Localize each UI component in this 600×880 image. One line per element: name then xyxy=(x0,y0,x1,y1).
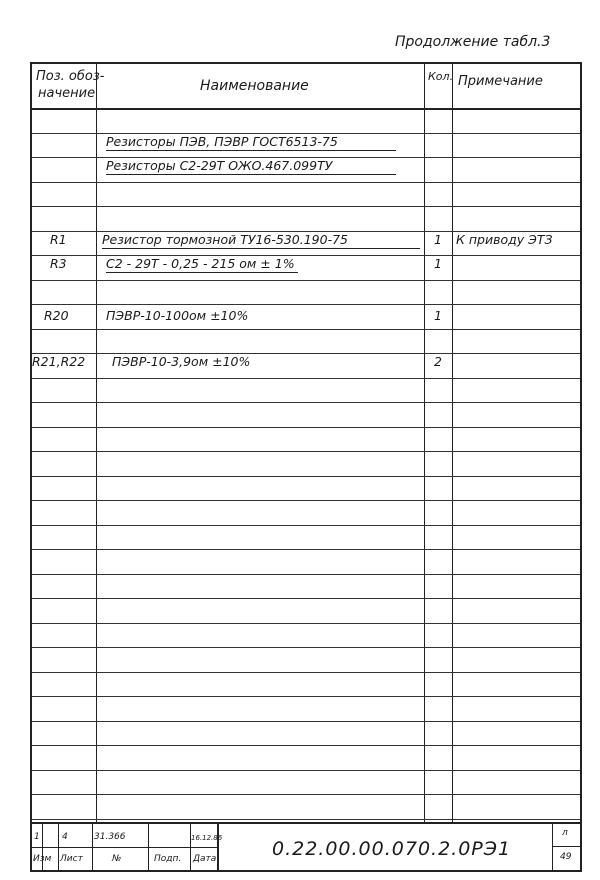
col-header-name: Наименование xyxy=(200,78,309,94)
row-rule xyxy=(32,819,580,820)
row-rule xyxy=(32,427,580,428)
tb-label-sheet: Лист xyxy=(60,854,83,864)
tb-divider xyxy=(217,824,219,870)
row-rule xyxy=(32,133,580,134)
tb-divider xyxy=(552,824,553,870)
row-rule xyxy=(32,721,580,722)
row-rule xyxy=(32,378,580,379)
col-header-note: Примечание xyxy=(458,74,543,89)
col-divider xyxy=(424,64,425,822)
row-rule xyxy=(32,280,580,281)
col-divider xyxy=(96,64,97,822)
row-rule xyxy=(32,402,580,403)
row-rule xyxy=(32,598,580,599)
tb-label-sheet-right: л xyxy=(562,828,568,838)
group-heading-c2: Резисторы С2-29Т ОЖО.467.099ТУ xyxy=(106,158,396,175)
tb-rev: 1 xyxy=(34,832,40,842)
row-rule xyxy=(32,525,580,526)
row-pos-r20: R20 xyxy=(44,308,69,323)
col-header-pos-line1: Поз. обоз- xyxy=(36,69,105,84)
row-pos-r3: R3 xyxy=(50,256,67,271)
tb-label-sign: Подп. xyxy=(154,854,182,864)
row-rule xyxy=(32,476,580,477)
row-rule xyxy=(32,623,580,624)
row-rule xyxy=(32,500,580,501)
page-number: 49 xyxy=(560,852,572,862)
row-rule xyxy=(32,157,580,158)
row-rule xyxy=(32,231,580,232)
row-qty-r21-r22: 2 xyxy=(434,354,442,369)
row-name-r1: Резистор тормозной ТУ16-530.190-75 xyxy=(102,232,420,249)
row-rule xyxy=(32,451,580,452)
header-rule xyxy=(32,108,580,110)
row-rule xyxy=(32,329,580,330)
tb-label-docno: № xyxy=(112,854,122,864)
row-pos-r1: R1 xyxy=(50,232,67,247)
col-header-pos-line2: начение xyxy=(38,86,96,101)
row-rule xyxy=(32,794,580,795)
row-name-r3: С2 - 29Т - 0,25 - 215 ом ± 1% xyxy=(106,256,298,273)
row-rule xyxy=(32,696,580,697)
row-rule xyxy=(32,206,580,207)
group-heading-pev: Резисторы ПЭВ, ПЭВР ГОСТ6513-75 xyxy=(106,134,396,151)
continuation-label: Продолжение табл.3 xyxy=(395,34,551,50)
row-rule xyxy=(32,647,580,648)
tb-sheet: 4 xyxy=(62,832,68,842)
row-name-r21-r22: ПЭВР-10-3,9ом ±10% xyxy=(112,354,251,369)
spec-table xyxy=(30,62,582,824)
tb-date-cell: 16.12.86 xyxy=(191,834,223,842)
tb-label-change: Изм xyxy=(33,854,52,864)
row-rule xyxy=(32,182,580,183)
row-rule xyxy=(32,574,580,575)
row-qty-r20: 1 xyxy=(434,308,442,323)
row-qty-r1: 1 xyxy=(434,232,442,247)
col-divider xyxy=(452,64,453,822)
row-rule xyxy=(32,549,580,550)
tb-label-date: Дата xyxy=(193,854,217,864)
row-pos-r21-r22: R21,R22 xyxy=(32,354,86,369)
tb-doc-no: 31.366 xyxy=(94,832,126,842)
row-name-r20: ПЭВР-10-100ом ±10% xyxy=(106,308,249,323)
row-qty-r3: 1 xyxy=(434,256,442,271)
col-header-qty: Кол. xyxy=(428,70,454,83)
row-rule xyxy=(32,770,580,771)
row-rule xyxy=(32,353,580,354)
row-rule xyxy=(32,672,580,673)
col-header-pos xyxy=(36,68,104,102)
tb-rule xyxy=(552,846,580,847)
title-block xyxy=(30,824,582,872)
document-code: 0.22.00.00.070.2.0РЭ1 xyxy=(272,838,512,860)
row-rule xyxy=(32,304,580,305)
row-rule xyxy=(32,745,580,746)
row-rule xyxy=(32,255,580,256)
row-note-r1: К приводу ЭТЗ xyxy=(456,232,553,247)
tb-rule xyxy=(32,847,217,848)
revision-grid xyxy=(32,824,223,870)
